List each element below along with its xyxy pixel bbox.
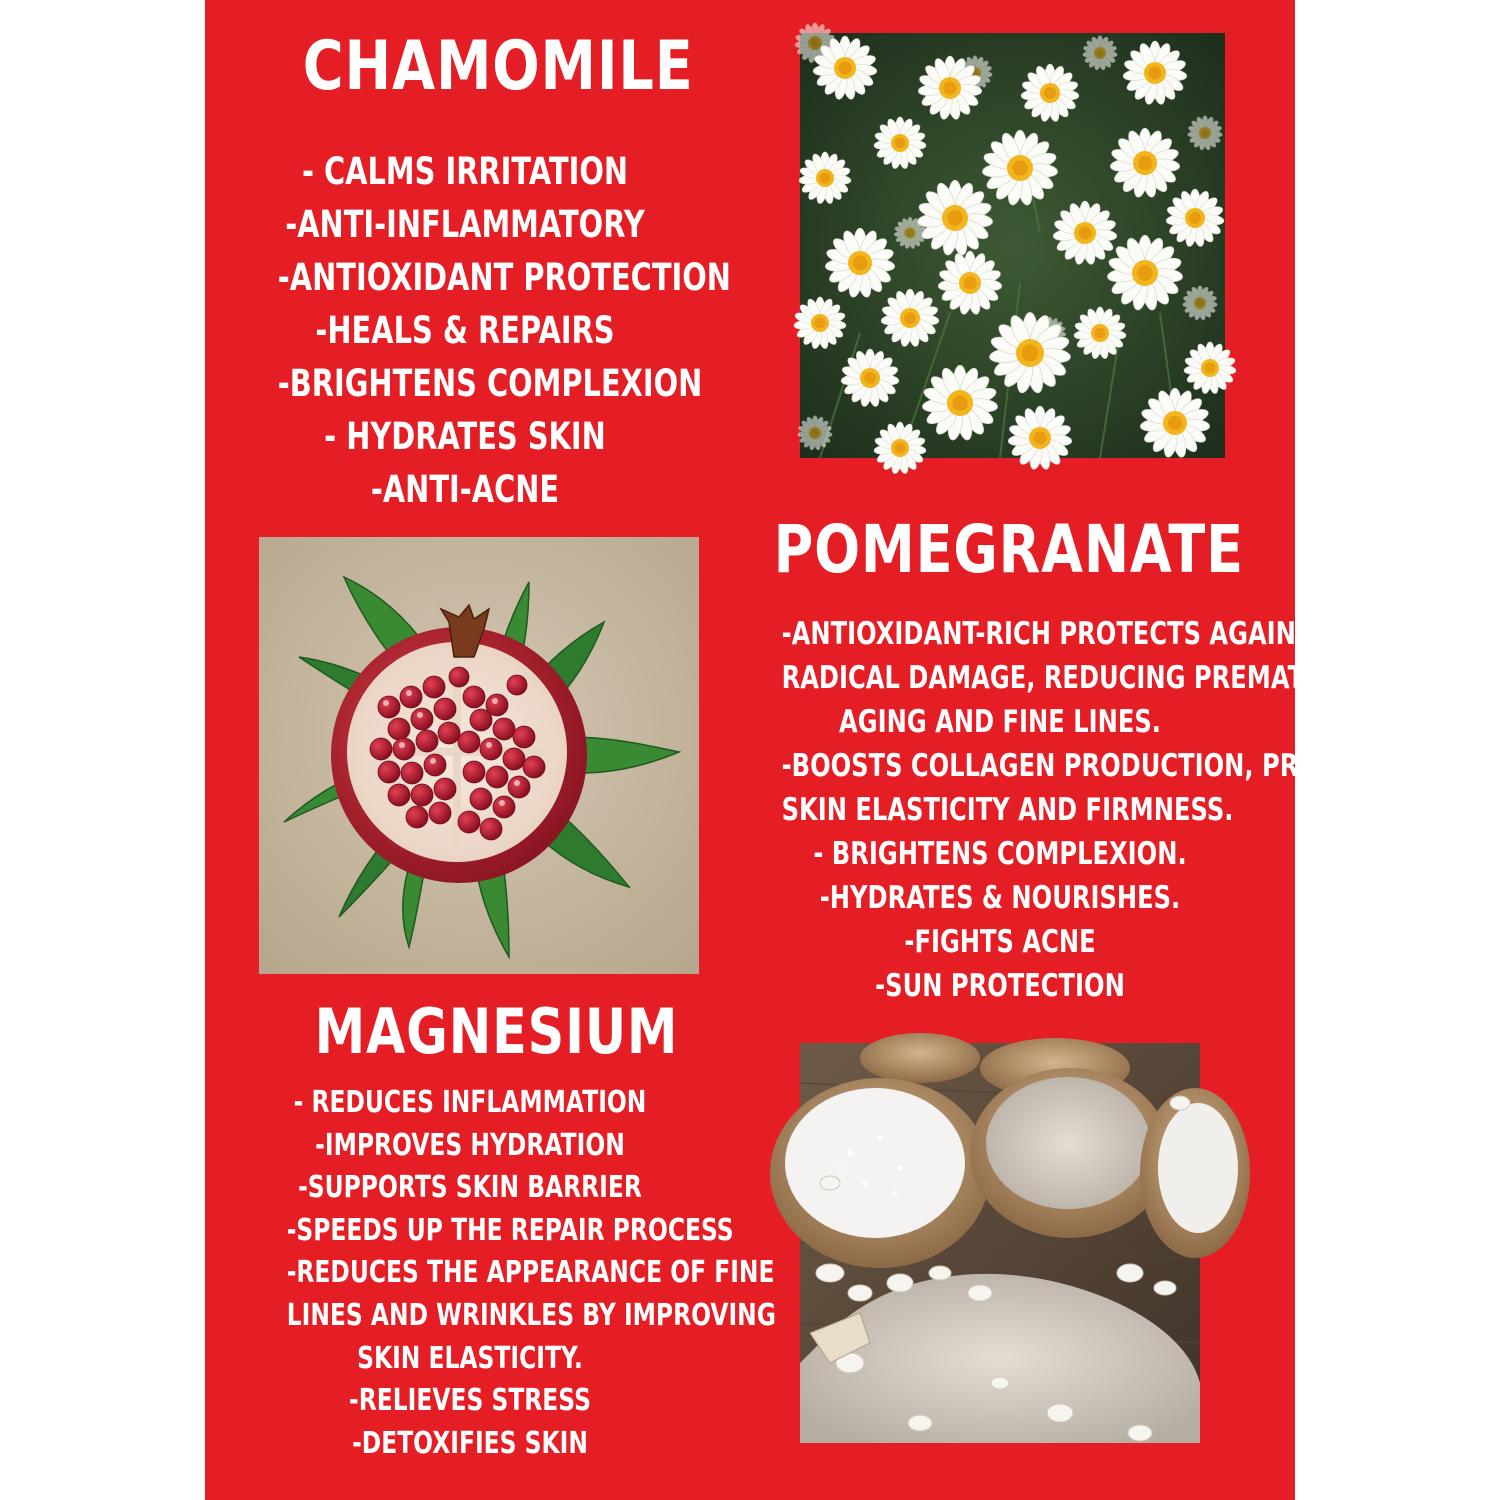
chamomile-flowers-image — [800, 33, 1225, 458]
benefit-item: -BRIGHTENS COMPLEXION — [277, 362, 703, 405]
benefit-item: - HYDRATES SKIN — [324, 415, 606, 458]
benefit-item: -IMPROVES HYDRATION — [315, 1127, 625, 1163]
benefit-item: -SPEEDS UP THE REPAIR PROCESS — [286, 1212, 734, 1248]
benefit-item: LINES AND WRINKLES BY IMPROVING — [286, 1297, 776, 1333]
benefit-item: -BOOSTS COLLAGEN PRODUCTION, PROMOTES — [781, 748, 1414, 784]
ingredients-poster — [205, 0, 1414, 1500]
benefit-item: -RELIEVES STRESS — [349, 1383, 591, 1419]
chamomile-title: CHAMOMILE — [302, 27, 694, 106]
benefit-item: RADICAL DAMAGE, REDUCING PREMATURE — [781, 660, 1359, 696]
pomegranate-title: POMEGRANATE — [773, 511, 1244, 588]
benefit-item: -SUPPORTS SKIN BARRIER — [298, 1170, 642, 1206]
magnesium-powder-image — [800, 1043, 1200, 1443]
benefit-item: - CALMS IRRITATION — [301, 150, 629, 193]
chamomile-benefits-list — [225, 145, 731, 516]
benefit-item: -DETOXIFIES SKIN — [352, 1425, 588, 1461]
pomegranate-benefits-list — [720, 612, 1414, 1008]
benefit-item: -HYDRATES & NOURISHES. — [819, 880, 1181, 916]
benefit-item: -ANTI-INFLAMMATORY — [285, 203, 645, 246]
benefit-item: AGING AND FINE LINES. — [839, 704, 1161, 740]
benefit-item: - BRIGHTENS COMPLEXION. — [813, 836, 1187, 872]
benefit-item: - REDUCES INFLAMMATION — [293, 1085, 647, 1120]
benefit-item: -ANTI-ACNE — [370, 468, 560, 511]
pomegranate-image — [259, 537, 699, 974]
magnesium-benefits-list — [235, 1082, 776, 1465]
benefit-item: -FIGHTS ACNE — [904, 924, 1096, 960]
magnesium-title: MAGNESIUM — [314, 995, 679, 1068]
benefit-item: -REDUCES THE APPEARANCE OF FINE — [286, 1255, 775, 1291]
benefit-item: -ANTIOXIDANT PROTECTION — [277, 256, 731, 299]
benefit-item: -HEALS & REPAIRS — [315, 309, 615, 352]
benefit-item: -SUN PROTECTION — [875, 968, 1125, 1004]
benefit-item: SKIN ELASTICITY AND FIRMNESS. — [781, 792, 1234, 828]
benefit-item: SKIN ELASTICITY. — [357, 1340, 583, 1376]
benefit-item: -ANTIOXIDANT-RICH PROTECTS AGAINST FREE — [781, 616, 1407, 652]
